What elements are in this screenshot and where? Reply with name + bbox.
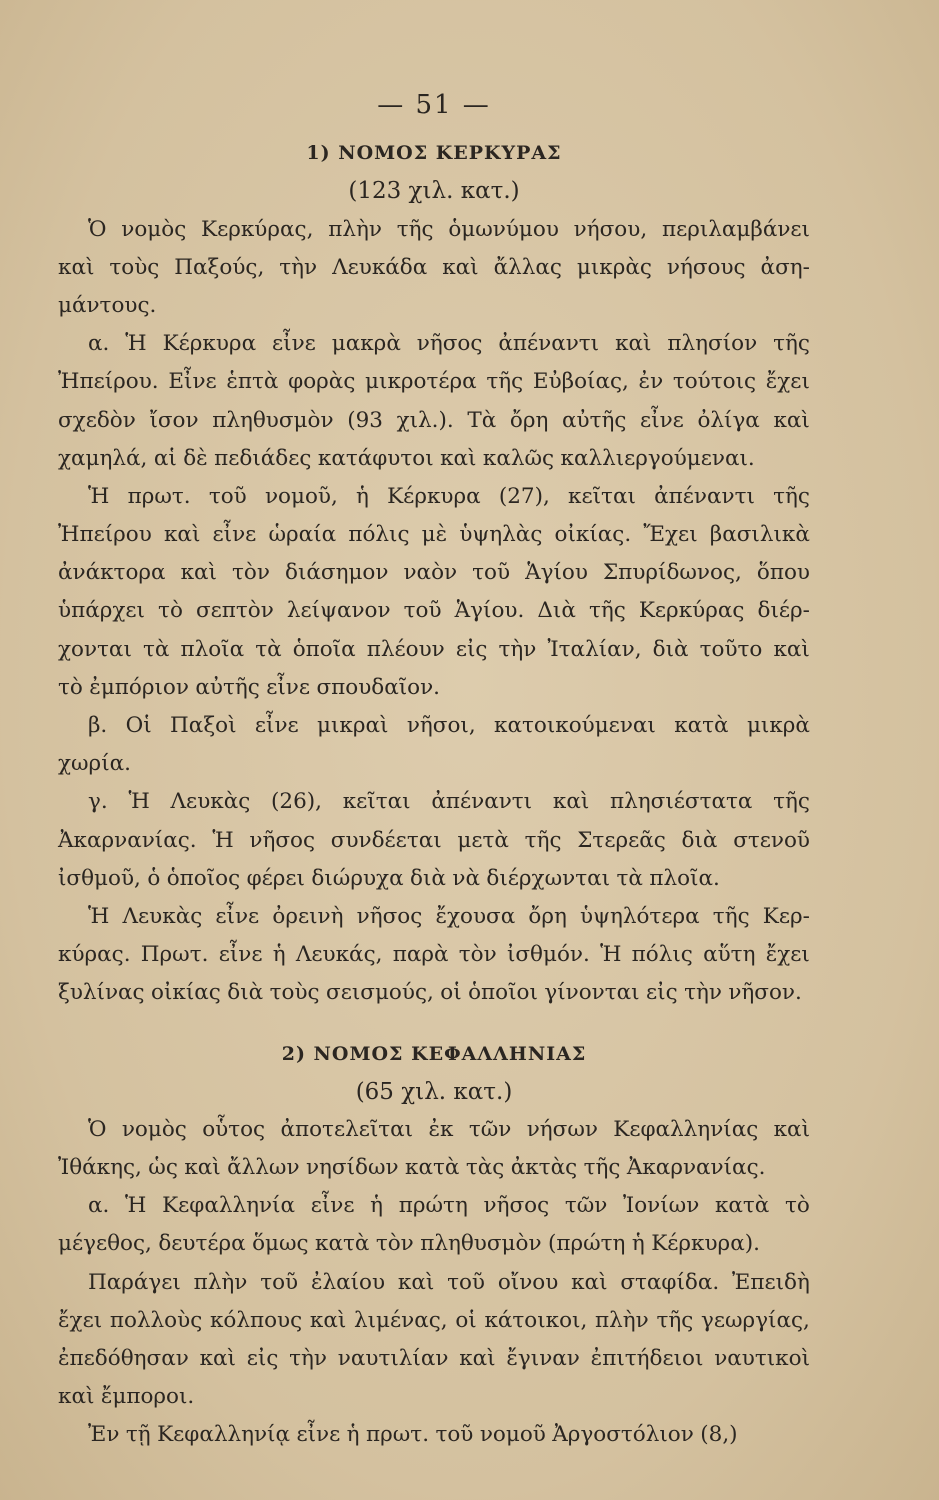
page-number-line bbox=[58, 86, 810, 124]
section-heading bbox=[58, 134, 810, 172]
section-2-heading: 2) ΝΟΜΟΣ ΚΕΦΑΛΛΗΝΙΑΣ bbox=[281, 1042, 587, 1065]
text-line: Ἠπείρου καὶ εἶνε ὡραία πόλις μὲ ὑψηλὰς οἰκίας. Ἔχει βασιλικὰ bbox=[58, 522, 810, 548]
text-line: χαμηλά, αἱ δὲ πεδιάδες κατάφυτοι καὶ καλῶς καλλιεργούμεναι. bbox=[58, 445, 755, 471]
section-2-area: (65 χιλ. κατ.) bbox=[355, 1078, 513, 1105]
text-line: Ὁ νομὸς Κερκύρας, πλὴν τῆς ὁμωνύμου νήσου, περιλαμβάνει bbox=[88, 216, 810, 242]
text-line: ὑπάρχει τὸ σεπτὸν λείψανον τοῦ Ἁγίου. Διὰ τῆς Κερκύρας διέρ- bbox=[58, 598, 810, 624]
text-line: Ἀκαρνανίας. Ἡ νῆσος συνδέεται μετὰ τῆς Στερεᾶς διὰ στενοῦ bbox=[58, 827, 810, 853]
text-line: Ἠπείρου. Εἶνε ἑπτὰ φορὰς μικροτέρα τῆς Εὐβοίας, ἐν τούτοις ἔχει bbox=[58, 369, 810, 395]
text-line: ξυλίνας οἰκίας διὰ τοὺς σεισμούς, οἱ ὁποῖοι γίνονται εἰς τὴν νῆσον. bbox=[58, 980, 802, 1006]
text-line: ἐπεδόθησαν καὶ εἰς τὴν ναυτιλίαν καὶ ἔγιναν ἐπιτήδειοι ναυτικοὶ bbox=[58, 1346, 810, 1371]
text-line: μέγεθος, δευτέρα ὅμως κατὰ τὸν πληθυσμὸν (πρώτη ἡ Κέρκυρα). bbox=[58, 1231, 760, 1257]
text-line: χωρία. bbox=[58, 751, 131, 777]
text-line: Παράγει πλὴν τοῦ ἐλαίου καὶ τοῦ οἴνου καὶ σταφίδα. Ἐπειδὴ bbox=[88, 1269, 810, 1295]
text-line: α. Ἡ Κεφαλληνία εἶνε ἡ πρώτη νῆσος τῶν Ἰονίων κατὰ τὸ bbox=[88, 1193, 810, 1219]
text-line: Ἰθάκης, ὡς καὶ ἄλλων νησίδων κατὰ τὰς ἀκτὰς τῆς Ἀκαρνανίας. bbox=[58, 1155, 766, 1181]
text-line: α. Ἡ Κέρκυρα εἶνε μακρὰ νῆσος ἀπέναντι καὶ πλησίον τῆς bbox=[88, 331, 810, 357]
text-line: γ. Ἡ Λευκὰς (26), κεῖται ἀπέναντι καὶ πλησιέστατα τῆς bbox=[88, 789, 810, 815]
section-subheading bbox=[58, 1073, 810, 1111]
text-line: Ἡ πρωτ. τοῦ νομοῦ, ἡ Κέρκυρα (27), κεῖται ἀπέναντι τῆς bbox=[88, 483, 810, 509]
text-line: Ἐν τῇ Κεφαλληνίᾳ εἶνε ἡ πρωτ. τοῦ νομοῦ Ἀργοστόλιον (8,) bbox=[88, 1422, 738, 1448]
text-line: χονται τὰ πλοῖα τὰ ὁποῖα πλέουν εἰς τὴν Ἰταλίαν, διὰ τοῦτο καὶ bbox=[58, 636, 810, 662]
section-subheading bbox=[58, 172, 810, 210]
section-2-body bbox=[58, 1111, 810, 1455]
text-line: καὶ τοὺς Παξούς, τὴν Λευκάδα καὶ ἄλλας μικρὰς νήσους ἀση- bbox=[58, 254, 810, 280]
text-line: καὶ ἔμποροι. bbox=[58, 1384, 195, 1410]
text-line: Ἡ Λευκὰς εἶνε ὀρεινὴ νῆσος ἔχουσα ὄρη ὑψηλότερα τῆς Κερ- bbox=[88, 903, 810, 929]
text-line: β. Οἱ Παξοὶ εἶνε μικραὶ νῆσοι, κατοικούμεναι κατὰ μικρὰ bbox=[88, 713, 810, 738]
text-line: κύρας. Πρωτ. εἶνε ἡ Λευκάς, παρὰ τὸν ἰσθμόν. Ἡ πόλις αὕτη ἔχει bbox=[58, 942, 810, 968]
text-line: ἔχει πολλοὺς κόλπους καὶ λιμένας, οἱ κάτοικοι, πλὴν τῆς γεωργίας, bbox=[58, 1307, 810, 1333]
section-heading bbox=[58, 1035, 810, 1073]
text-line: μάντους. bbox=[58, 292, 157, 318]
text-line: ἰσθμοῦ, ὁ ὁποῖος φέρει διώρυχα διὰ νὰ διέρχωνται τὰ πλοῖα. bbox=[58, 865, 720, 891]
text-line: ἀνάκτορα καὶ τὸν διάσημον ναὸν τοῦ Ἁγίου Σπυρίδωνος, ὅπου bbox=[58, 560, 810, 586]
text-line: τὸ ἐμπόριον αὐτῆς εἶνε σπουδαῖον. bbox=[58, 674, 441, 700]
text-line: Ὁ νομὸς οὗτος ἀποτελεῖται ἐκ τῶν νήσων Κεφαλληνίας καὶ bbox=[88, 1116, 810, 1142]
section-1-area: (123 χιλ. κατ.) bbox=[348, 178, 520, 205]
section-1-heading: 1) ΝΟΜΟΣ ΚΕΡΚΥΡΑΣ bbox=[306, 142, 562, 165]
text-line: σχεδὸν ἴσον πληθυσμὸν (93 χιλ.). Τὰ ὄρη αὐτῆς εἶνε ὀλίγα καὶ bbox=[58, 407, 810, 433]
section-1-body bbox=[58, 211, 810, 1013]
page-number: — 51 — bbox=[377, 90, 491, 120]
page-text bbox=[58, 86, 810, 1455]
